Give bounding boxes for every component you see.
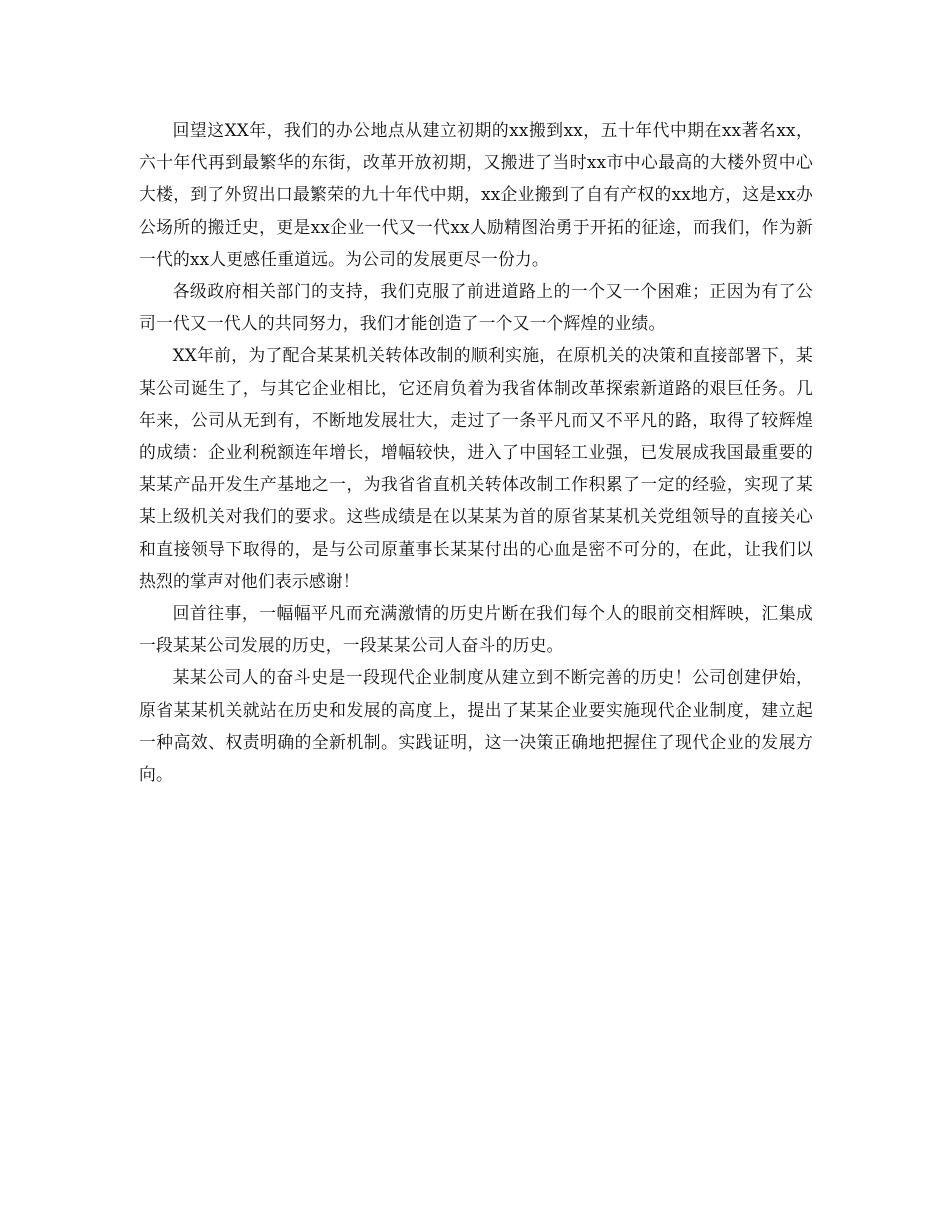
paragraph-company-founding: XX年前，为了配合某某机关转体改制的顺利实施，在原机关的决策和直接部署下，某某公司诞生了，与其它企业相比，它还肩负着为我省体制改革探索新道路的艰巨任务。几年来，公司从无到有，不断地发展壮大，走过了一条平凡而又不平凡的路，取得了较辉煌的成绩：企业利税额连年增长，增幅较快，进入了中国轻工业强，已发展成我国最重要的某某产品开发生产基地之一，为我省省直机关转体改制工作积累了一定的经验，实现了某某上级机关对我们的要求。这些成绩是在以某某为首的原省某某机关党组领导的直接关心和直接领导下取得的，是与公司原董事长某某付出的心血是密不可分的，在此，让我们以热烈的掌声对他们表示感谢！ bbox=[139, 345, 813, 591]
paragraph-office-history: 回望这XX年，我们的办公地点从建立初期的xx搬到xx，五十年代中期在xx著名xx，六十年代再到最繁华的东街，改革开放初期，又搬进了当时xx市中心最高的大楼外贸中心大楼，到了外贸出口最繁荣的九十年代中期，xx企业搬到了自有产权的xx地方，这是xx办公场所的搬迁史，更是xx企业一代又一代xx人励精图治勇于开拓的征途，而我们，作为新一代的xx人更感任重道远。为公司的发展更尽一份力。 bbox=[139, 120, 813, 269]
paragraph-government-support: 各级政府相关部门的支持，我们克服了前进道路上的一个又一个困难；正因为有了公司一代又一代人的共同努力，我们才能创造了一个又一个辉煌的业绩。 bbox=[139, 281, 813, 334]
paragraph-looking-back: 回首往事，一幅幅平凡而充满激情的历史片断在我们每个人的眼前交相辉映，汇集成一段某某公司发展的历史，一段某某公司人奋斗的历史。 bbox=[139, 603, 813, 656]
document-body bbox=[139, 114, 813, 790]
paragraph-modern-enterprise: 某某公司人的奋斗史是一段现代企业制度从建立到不断完善的历史！公司创建伊始，原省某某机关就站在历史和发展的高度上，提出了某某企业要实施现代企业制度，建立起一种高效、权责明确的全新机制。实践证明，这一决策正确地把握住了现代企业的发展方向。 bbox=[139, 667, 813, 785]
